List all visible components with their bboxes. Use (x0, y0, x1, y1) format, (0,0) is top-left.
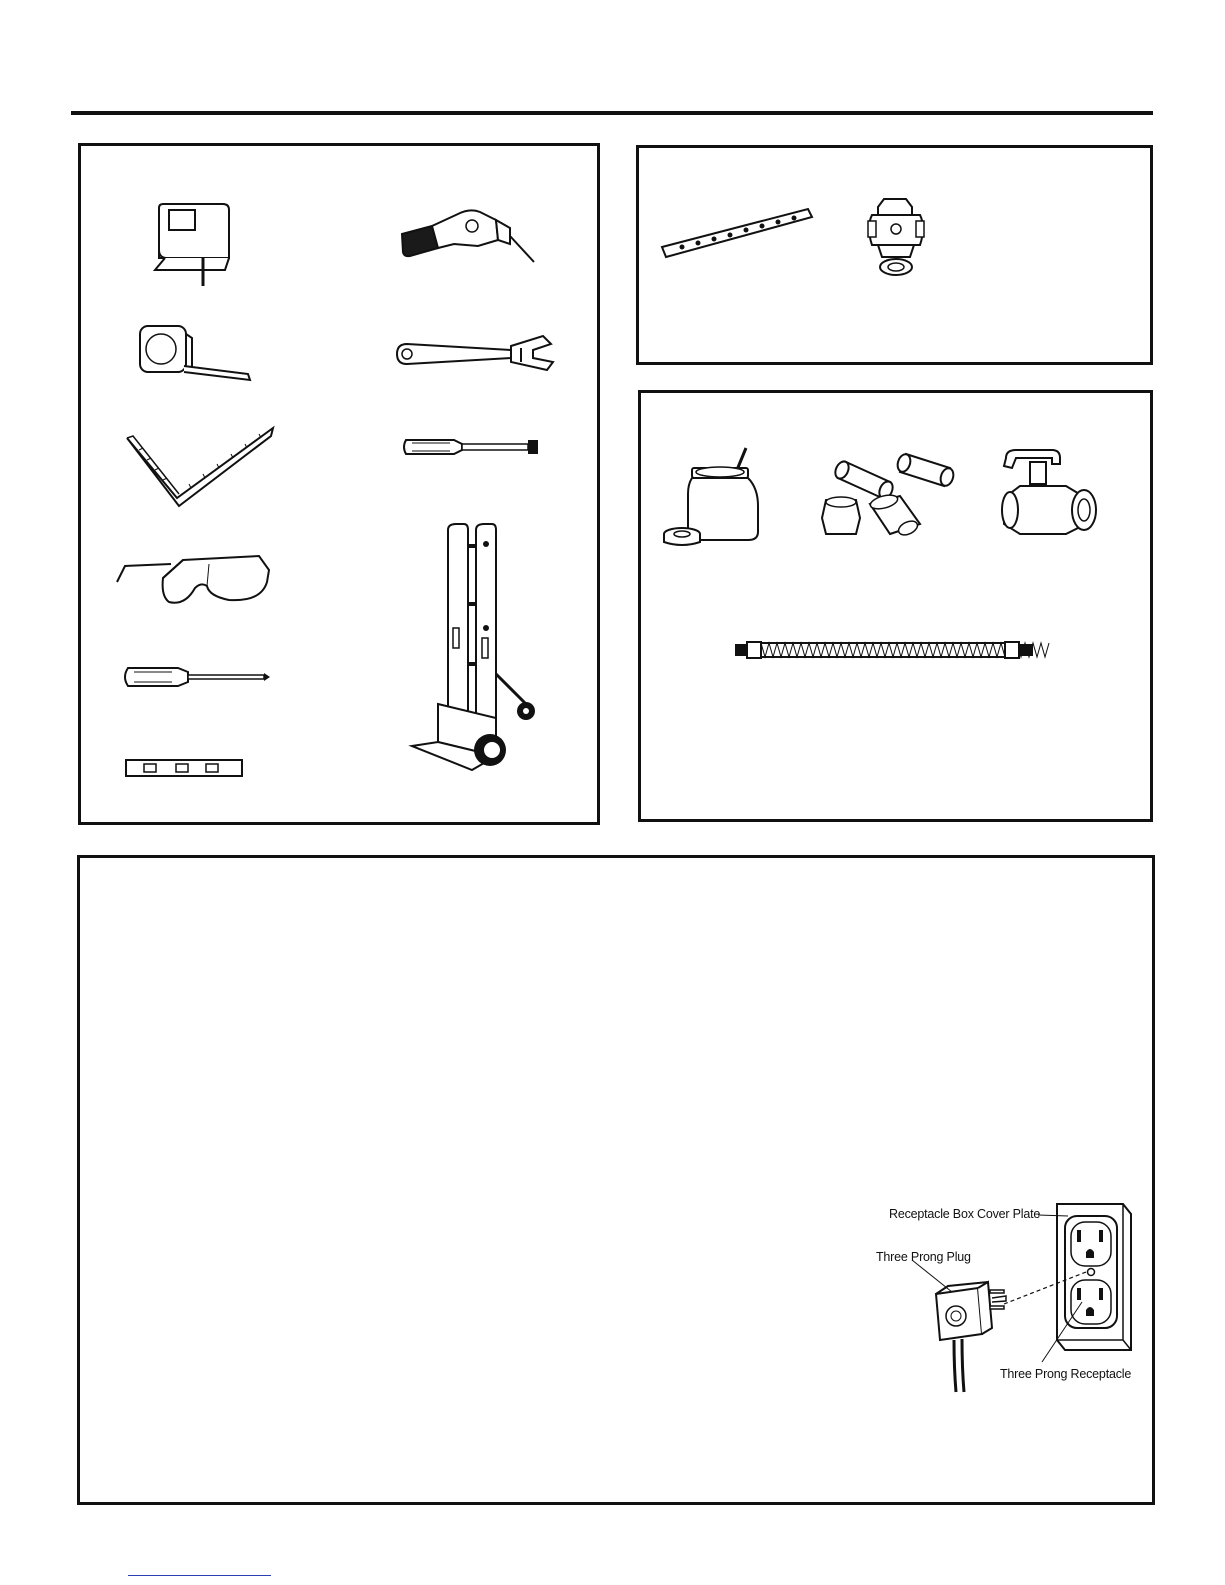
receptacle-label: Three Prong Receptacle (1000, 1367, 1132, 1381)
cover-plate-label: Receptacle Box Cover Plate (889, 1207, 1041, 1221)
footer-link-underline (128, 1575, 271, 1576)
plug-label: Three Prong Plug (876, 1250, 971, 1264)
